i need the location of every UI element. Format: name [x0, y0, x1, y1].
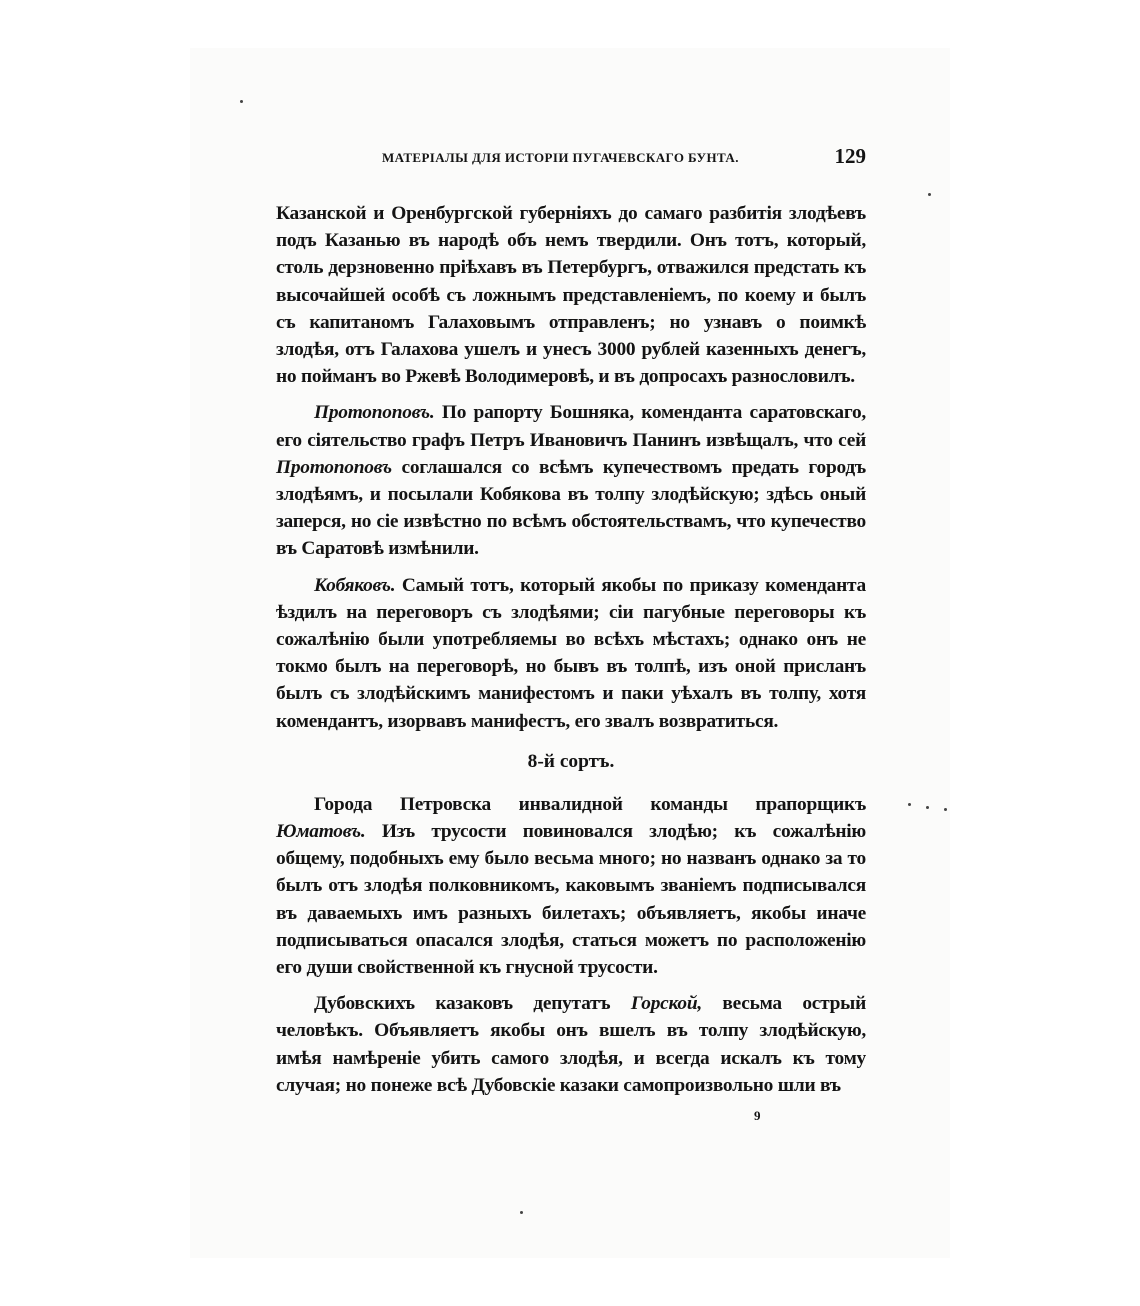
- person-name-yumatov: Юматовъ.: [276, 821, 366, 843]
- running-head: [276, 142, 866, 174]
- paragraph-text: Дубовскихъ казаковъ депутатъ: [314, 993, 631, 1015]
- scan-speck: [928, 193, 931, 196]
- person-name-protopopov-inline: Протопоповъ: [276, 456, 392, 478]
- paragraph-text: соглашался со всѣмъ купечествомъ предать городъ злодѣямъ, и посылали Кобякова въ толпу злодѣйскую; здѣсь оный заперся, но сіе извѣстно по всѣмъ обстоятельствамъ, что купечество въ Саратовѣ измѣнили.: [276, 456, 866, 560]
- scan-speck: [240, 100, 243, 103]
- paragraph-text: Казанской и Оренбургской губерніяхъ до самаго разбитія злодѣевъ подъ Казанью въ народѣ объ немъ твердили. Онъ тотъ, который, столь дерзновенно пріѣхавъ въ Петербургъ, отважился предстать къ высочайшей особѣ съ ложнымъ представленіемъ, по коему и былъ съ капитаномъ Галаховымъ отправленъ; но узнавъ о поимкѣ злодѣя, отъ Галахова ушелъ и унесъ 3000 рублей казенныхъ денегъ, но пойманъ во Ржевѣ Володимеровѣ, и въ допросахъ разнословилъ.: [276, 203, 866, 388]
- paragraph-text: весьма острый человѣкъ. Объявляетъ якобы онъ вшелъ въ толпу злодѣйскую, имѣя намѣреніе убить самого злодѣя, и всегда искалъ къ тому случая; но понеже всѣ Дубовскіе казаки самопроизвольно шли въ: [276, 993, 866, 1096]
- scan-speck: [908, 803, 911, 806]
- paragraph-text: Города Петровска инвалидной команды прапорщикъ: [314, 793, 866, 815]
- scan-speck: [926, 806, 929, 809]
- running-title: МАТЕРІАЛЫ ДЛЯ ИСТОРІИ ПУГАЧЕВСКАГО БУНТА.: [382, 150, 739, 165]
- paragraph-text: Изъ трусости повиновался злодѣю; къ сожалѣнію общему, подобныхъ ему было весьма много; но названъ однако за то былъ отъ злодѣя полковникомъ, каковымъ званіемъ подписывался въ даваемыхъ имъ разныхъ билетахъ; объявляетъ, якобы иначе подписываться опасался злодѣя, статься можетъ по расположенію его души свойственной къ гнусной трусости.: [276, 821, 866, 979]
- paragraph-protopopov: [276, 399, 866, 562]
- book-page: [276, 142, 866, 1124]
- scan-speck: [944, 808, 947, 811]
- section-heading: 8-й сортъ.: [527, 750, 615, 772]
- paragraph-gorskoy: [276, 990, 866, 1099]
- paragraph-continuation: [276, 200, 866, 390]
- printer-signature-mark: 9: [754, 1108, 761, 1124]
- paragraph-text: По рапорту Бошняка, коменданта саратовскаго, его сіятельство графъ Петръ Ивановичъ Панинъ извѣщалъ, что сей: [276, 402, 866, 451]
- person-name-protopopov: Протопоповъ.: [314, 402, 435, 424]
- person-name-gorskoy: Горской,: [630, 993, 702, 1015]
- scan-speck: [520, 1211, 523, 1214]
- paragraph-kobyakov: [276, 572, 866, 735]
- paragraph-text: Самый тотъ, который якобы по приказу коменданта ѣздилъ на переговоръ съ злодѣями; сіи пагубные переговоры къ сожалѣнію были употребляемы во всѣхъ мѣстахъ; однако онъ не токмо былъ на переговорѣ, но бывъ въ толпѣ, изъ оной присланъ былъ съ злодѣйскимъ манифестомъ и паки уѣхалъ въ толпу, хотя комендантъ, изорвавъ манифестъ, его звалъ возвратиться.: [276, 574, 866, 732]
- page-number: 129: [834, 144, 866, 168]
- paragraph-yumatov: [276, 791, 866, 981]
- person-name-kobyakov: Кобяковъ.: [314, 574, 396, 596]
